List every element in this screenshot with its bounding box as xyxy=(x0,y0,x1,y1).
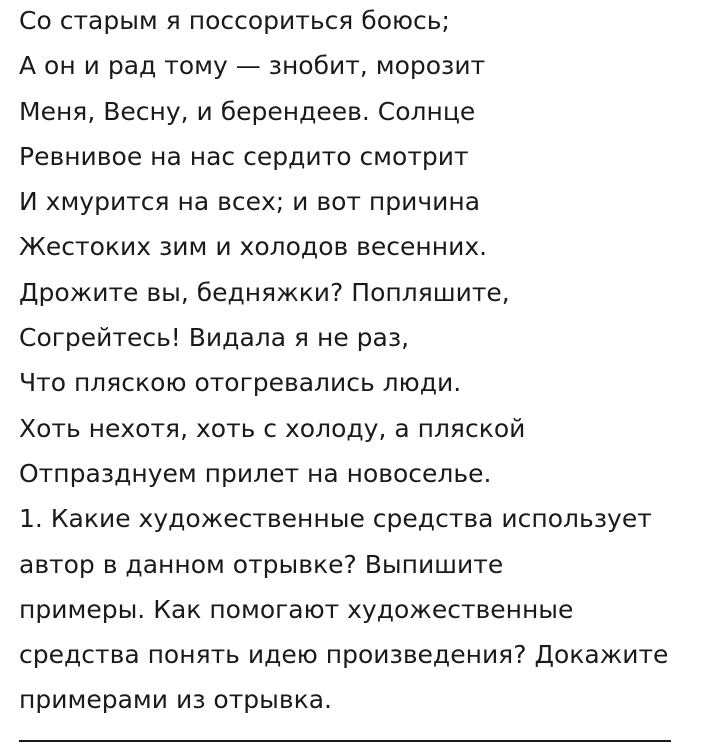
question-line-3: примеры. Как помогают художественные xyxy=(19,594,574,624)
poem-line-1: Со старым я поссориться боюсь; xyxy=(19,6,450,35)
poem-line-11: Отпразднуем прилет на новоселье. xyxy=(19,458,492,488)
poem-line-9: Что пляскою отогревались люди. xyxy=(19,368,462,398)
question-line-4: средства понять идею произведения? Докажите xyxy=(19,640,669,670)
poem-line-6: Жестоких зим и холодов весенних. xyxy=(19,232,488,262)
question-line-1: 1. Какие художественные средства использует xyxy=(19,504,652,534)
poem-line-4: Ревнивое на нас сердито смотрит xyxy=(19,141,469,171)
poem-line-2: А он и рад тому — знобит, морозит xyxy=(19,51,486,81)
question-line-5: примерами из отрывка. xyxy=(19,685,333,715)
question-line-2: автор в данном отрывке? Выпишите xyxy=(19,549,504,579)
poem-line-8: Согрейтесь! Видала я не раз, xyxy=(19,323,410,353)
document-text xyxy=(19,0,699,723)
poem-line-5: И хмурится на всех; и вот причина xyxy=(19,187,481,217)
poem-line-7: Дрожите вы, бедняжки? Попляшите, xyxy=(19,277,510,307)
poem-line-10: Хоть нехотя, хоть с холоду, а пляской xyxy=(19,413,526,443)
poem-line-3: Меня, Весну, и берендеев. Солнце xyxy=(19,96,476,126)
answer-underline xyxy=(19,740,671,742)
